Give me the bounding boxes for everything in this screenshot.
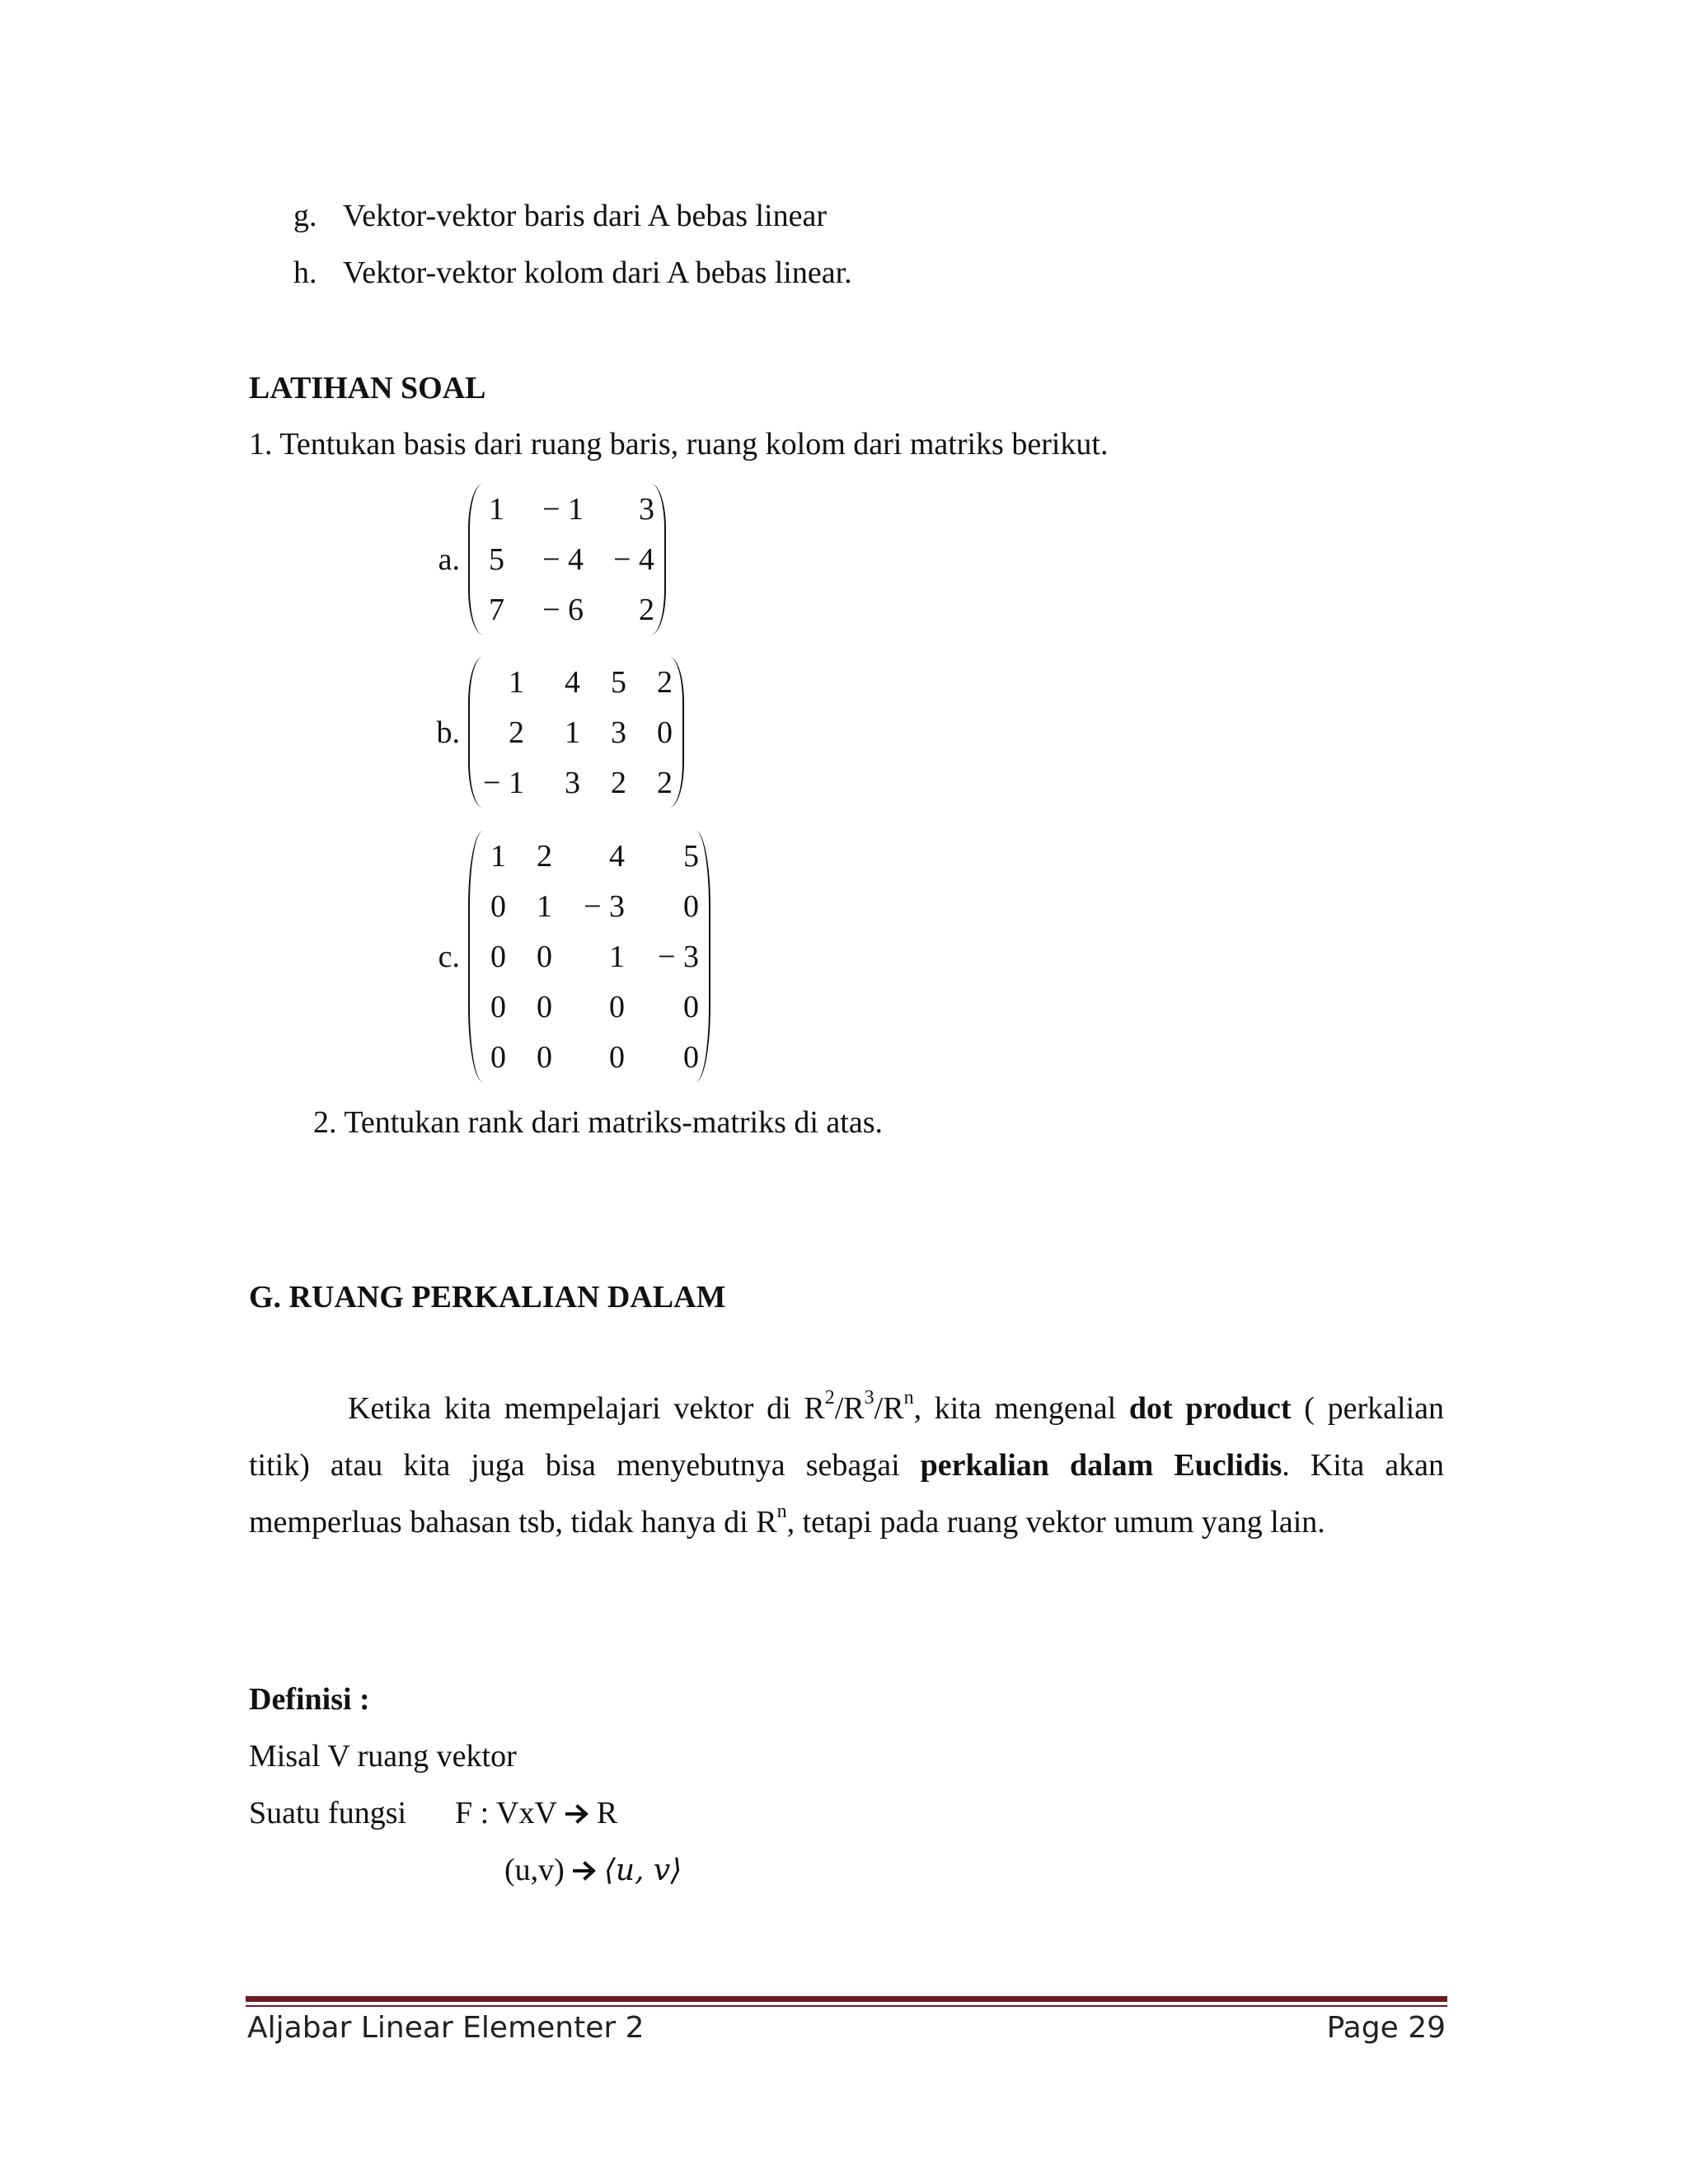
function-codomain: R	[596, 1796, 618, 1830]
left-paren	[468, 484, 483, 635]
right-paren	[696, 831, 710, 1082]
matrix-cell: 0	[490, 939, 506, 974]
left-paren	[468, 657, 483, 808]
definition-line-1: Misal V ruang vektor	[249, 1739, 517, 1774]
definition-heading: Definisi :	[249, 1682, 370, 1717]
right-arrow-icon	[565, 1802, 590, 1826]
footer-rule	[246, 1996, 1447, 2002]
matrix-cell: 3	[565, 765, 580, 800]
matrix-cell: 0	[683, 989, 699, 1024]
right-paren	[669, 657, 684, 808]
matrix-body	[468, 831, 710, 1082]
matrix-row	[480, 831, 699, 881]
list-item-h	[293, 253, 852, 293]
superscript: n	[903, 1387, 914, 1409]
matrix-row	[480, 484, 654, 534]
paragraph-text: , tetapi pada ruang vektor umum yang lain.	[786, 1505, 1325, 1540]
list-marker: h.	[293, 255, 317, 290]
matrix-b	[420, 657, 684, 808]
footer-title: Aljabar Linear Elementer 2	[247, 2011, 645, 2045]
page-footer	[247, 2011, 1446, 2045]
matrix-cell: 5	[683, 838, 699, 874]
exercise-question-1: 1. Tentukan basis dari ruang baris, ruang kolom dari matriks berikut.	[249, 427, 1109, 462]
definition-line-2	[249, 1793, 618, 1833]
matrix-cell: 2	[537, 838, 552, 874]
matrix-cell: 2	[509, 715, 524, 750]
matrix-cell: − 1	[483, 765, 524, 800]
matrix-cell: 5	[611, 664, 626, 700]
bold-term: perkalian dalam Euclidis	[920, 1448, 1282, 1483]
function-map	[455, 1793, 617, 1833]
matrix-cell: 7	[489, 592, 504, 627]
matrix-cell: − 3	[658, 939, 699, 974]
exercise-question-2: 2. Tentukan rank dari matriks-matriks di atas.	[313, 1105, 884, 1140]
page-number: Page 29	[1326, 2011, 1446, 2045]
matrix-cell: 1	[489, 491, 504, 527]
matrix-cell: 1	[565, 715, 580, 750]
matrix-cell: 2	[657, 765, 673, 800]
matrix-table	[480, 831, 699, 1082]
definition-line-3	[504, 1850, 682, 1891]
right-paren	[651, 484, 666, 635]
matrix-cell: − 4	[613, 541, 654, 577]
matrix-cell: 0	[609, 989, 625, 1024]
matrix-cell: − 4	[542, 541, 584, 577]
right-arrow-icon	[573, 1858, 598, 1883]
matrix-cell: 0	[683, 888, 699, 924]
matrix-c	[420, 831, 710, 1082]
inner-product-notation: ⟨u, v⟩	[603, 1854, 682, 1887]
paragraph-text: Ketika kita mempelajari vektor di R	[348, 1391, 825, 1426]
list-item-g	[293, 196, 827, 236]
matrix-row	[480, 707, 673, 757]
superscript: n	[776, 1501, 787, 1523]
list-text: Vektor-vektor baris dari A bebas linear	[343, 199, 827, 233]
paragraph-text: ( perkalian titik) atau kita juga bisa menyebutnya sebagai	[249, 1391, 1444, 1483]
bold-term: dot product	[1128, 1391, 1292, 1426]
superscript: 2	[824, 1387, 835, 1409]
matrix-cell: 0	[657, 715, 673, 750]
matrix-cell: 2	[611, 765, 626, 800]
definition-label: Suatu fungsi	[249, 1796, 407, 1830]
left-paren	[468, 831, 483, 1082]
matrix-cell: 0	[683, 1039, 699, 1075]
matrix-cell: 4	[609, 838, 625, 874]
matrix-row	[480, 584, 654, 635]
matrix-table	[480, 484, 654, 635]
matrix-cell: 1	[490, 838, 506, 874]
paragraph-text: /R	[874, 1391, 904, 1426]
matrix-a	[420, 484, 666, 635]
matrix-cell: 0	[537, 1039, 552, 1075]
matrix-body	[468, 484, 666, 635]
list-marker: g.	[293, 199, 317, 233]
matrix-row	[480, 534, 654, 584]
matrix-row	[480, 657, 673, 707]
matrix-cell: 0	[490, 989, 506, 1024]
mapping-domain: (u,v)	[504, 1853, 565, 1887]
matrix-row	[480, 982, 699, 1032]
matrix-cell: 0	[537, 939, 552, 974]
paragraph-text: /R	[834, 1391, 865, 1426]
matrix-row	[480, 1032, 699, 1082]
matrix-cell: − 3	[584, 888, 625, 924]
matrix-cell: − 1	[542, 491, 584, 527]
matrix-cell: 4	[565, 664, 580, 700]
function-domain: F : VxV	[455, 1796, 557, 1830]
list-text: Vektor-vektor kolom dari A bebas linear.	[343, 255, 852, 290]
section-heading: G. RUANG PERKALIAN DALAM	[249, 1280, 726, 1315]
matrix-row	[480, 931, 699, 982]
matrix-body	[468, 657, 684, 808]
matrix-cell: − 6	[542, 592, 584, 627]
footer-rule-thin	[246, 2005, 1447, 2007]
matrix-row	[480, 881, 699, 931]
matrix-cell: 2	[657, 664, 673, 700]
matrix-cell: 1	[509, 664, 524, 700]
matrix-label: b.	[436, 715, 460, 750]
matrix-label: c.	[438, 939, 460, 974]
matrix-label: a.	[438, 541, 460, 577]
paragraph-text: . Kita akan memperluas bahasan tsb, tidak hanya di R	[249, 1448, 1444, 1540]
matrix-cell: 0	[537, 989, 552, 1024]
matrix-row	[480, 757, 673, 808]
matrix-table	[480, 657, 673, 808]
matrix-cell: 2	[639, 592, 654, 627]
exercise-heading: LATIHAN SOAL	[249, 371, 486, 405]
matrix-cell: 5	[489, 541, 504, 577]
matrix-cell: 0	[609, 1039, 625, 1075]
paragraph-text: , kita mengenal	[913, 1391, 1129, 1426]
section-paragraph	[249, 1380, 1444, 1551]
matrix-cell: 3	[611, 715, 626, 750]
matrix-cell: 1	[609, 939, 625, 974]
matrix-cell: 3	[639, 491, 654, 527]
superscript: 3	[864, 1387, 874, 1409]
matrix-cell: 0	[490, 1039, 506, 1075]
matrix-cell: 0	[490, 888, 506, 924]
matrix-cell: 1	[537, 888, 552, 924]
